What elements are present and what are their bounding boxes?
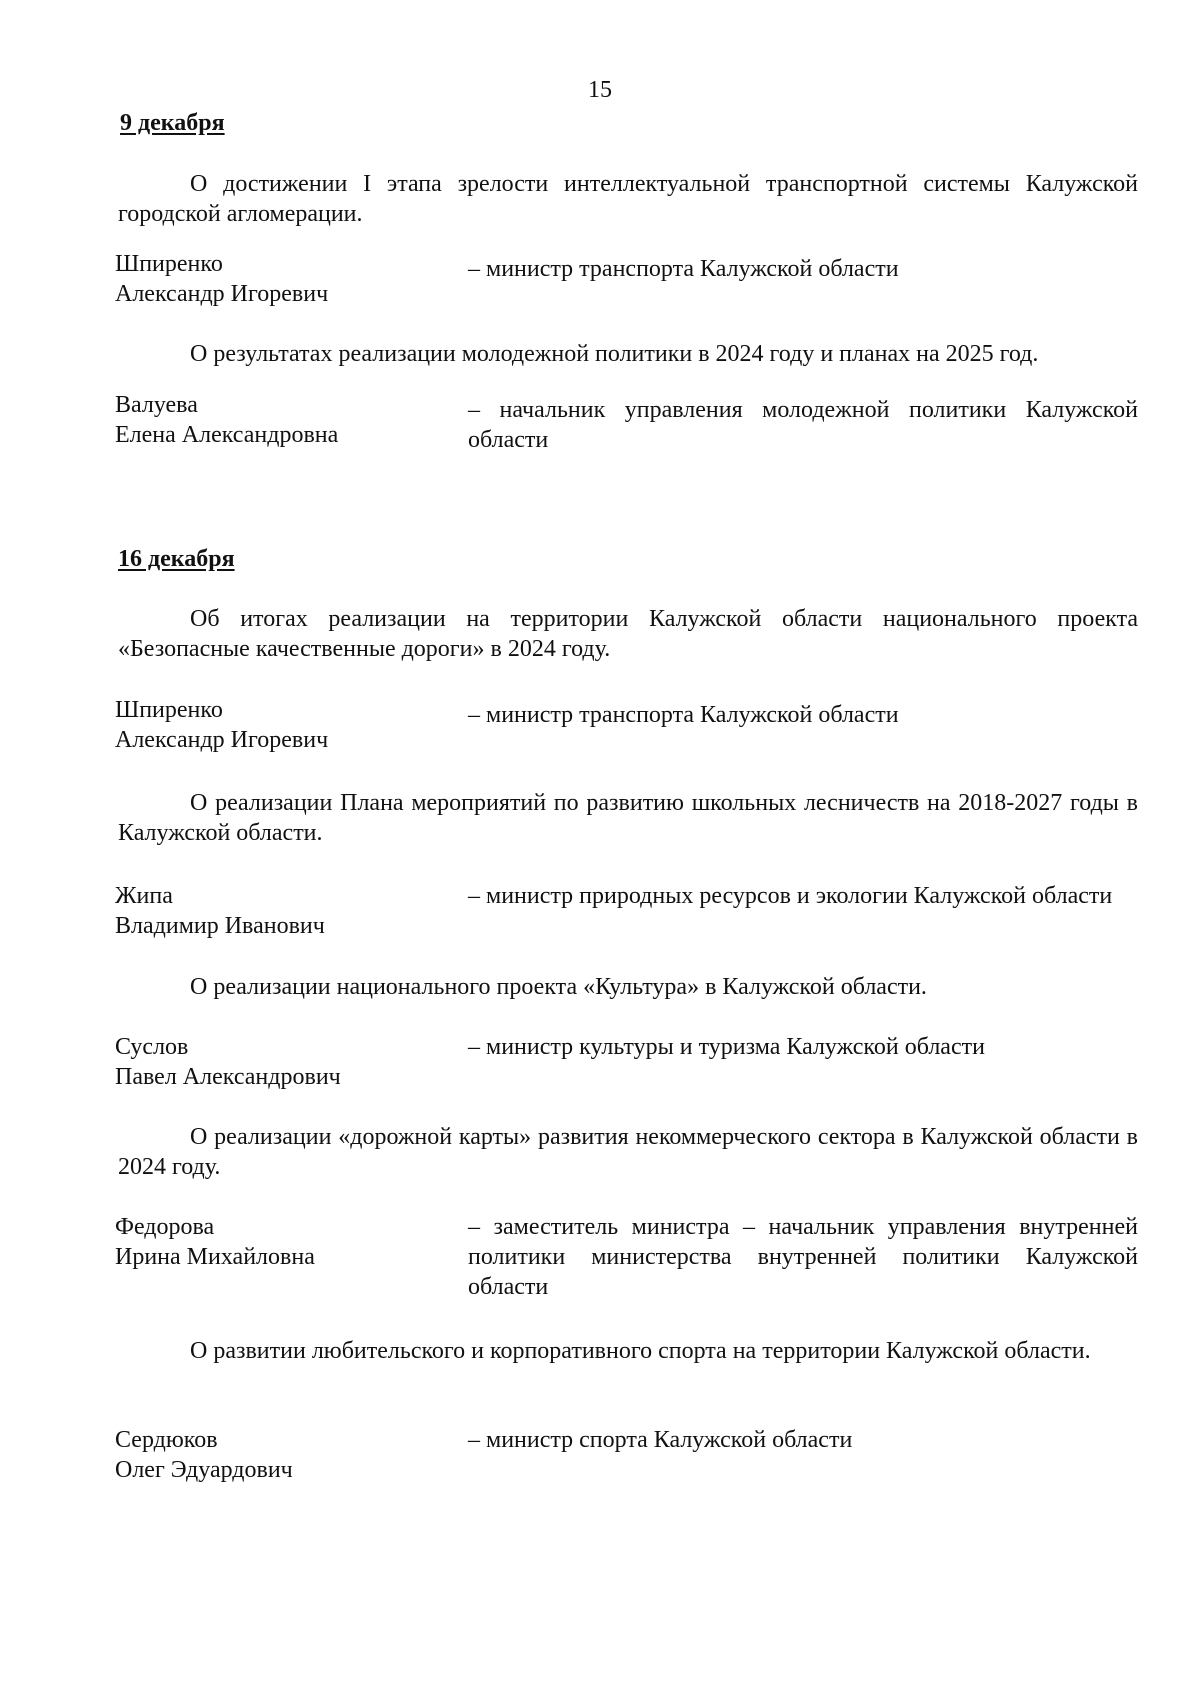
speaker-role: – заместитель министра – начальник управления внутренней политики министерства внутренней политики Калужской области <box>468 1214 1138 1300</box>
speaker-role: – министр культуры и туризма Калужской области <box>468 1034 985 1060</box>
agenda-topic: О достижении I этапа зрелости интеллектуальной транспортной системы Калужской городской агломерации. <box>118 171 1138 227</box>
speaker-name <box>115 695 445 755</box>
speaker-name <box>115 1032 445 1092</box>
speaker-given-name: Ирина Михайловна <box>115 1244 315 1270</box>
speaker-surname: Сердюков <box>115 1427 218 1453</box>
speaker-name <box>115 249 445 309</box>
page-number: 15 <box>588 77 612 103</box>
speaker-name <box>115 1425 445 1485</box>
agenda-topic: О результатах реализации молодежной политики в 2024 году и планах на 2025 год. <box>190 341 1039 367</box>
speaker-surname: Шпиренко <box>115 251 223 277</box>
speaker-given-name: Елена Александровна <box>115 422 339 448</box>
agenda-topic: Об итогах реализации на территории Калужской области национального проекта «Безопасные качественные дороги» в 2024 году. <box>118 606 1138 662</box>
agenda-topic: О развитии любительского и корпоративного спорта на территории Калужской области. <box>190 1338 1091 1364</box>
section-date-heading: 16 декабря <box>118 546 235 572</box>
speaker-given-name: Александр Игоревич <box>115 281 329 307</box>
speaker-role: – министр транспорта Калужской области <box>468 256 899 282</box>
speaker-surname: Федорова <box>115 1214 215 1240</box>
speaker-surname: Шпиренко <box>115 697 223 723</box>
speaker-role: – начальник управления молодежной политики Калужской области <box>468 397 1138 453</box>
speaker-surname: Валуева <box>115 392 198 418</box>
section-date-heading: 9 декабря <box>120 110 225 136</box>
speaker-given-name: Владимир Иванович <box>115 913 325 939</box>
speaker-surname: Суслов <box>115 1034 189 1060</box>
speaker-given-name: Павел Александрович <box>115 1064 341 1090</box>
speaker-role: – министр природных ресурсов и экологии Калужской области <box>468 883 1113 909</box>
speaker-name <box>115 1212 445 1272</box>
agenda-topic: О реализации национального проекта «Культура» в Калужской области. <box>190 974 927 1000</box>
speaker-role: – министр спорта Калужской области <box>468 1427 853 1453</box>
speaker-given-name: Александр Игоревич <box>115 727 329 753</box>
speaker-surname: Жипа <box>115 883 173 909</box>
speaker-name <box>115 390 445 450</box>
speaker-given-name: Олег Эдуардович <box>115 1457 293 1483</box>
speaker-role: – министр транспорта Калужской области <box>468 702 899 728</box>
agenda-topic: О реализации «дорожной карты» развития некоммерческого сектора в Калужской области в 2024 году. <box>118 1124 1138 1180</box>
agenda-topic: О реализации Плана мероприятий по развитию школьных лесничеств на 2018-2027 годы в Калужской области. <box>118 790 1138 846</box>
speaker-name <box>115 881 445 941</box>
